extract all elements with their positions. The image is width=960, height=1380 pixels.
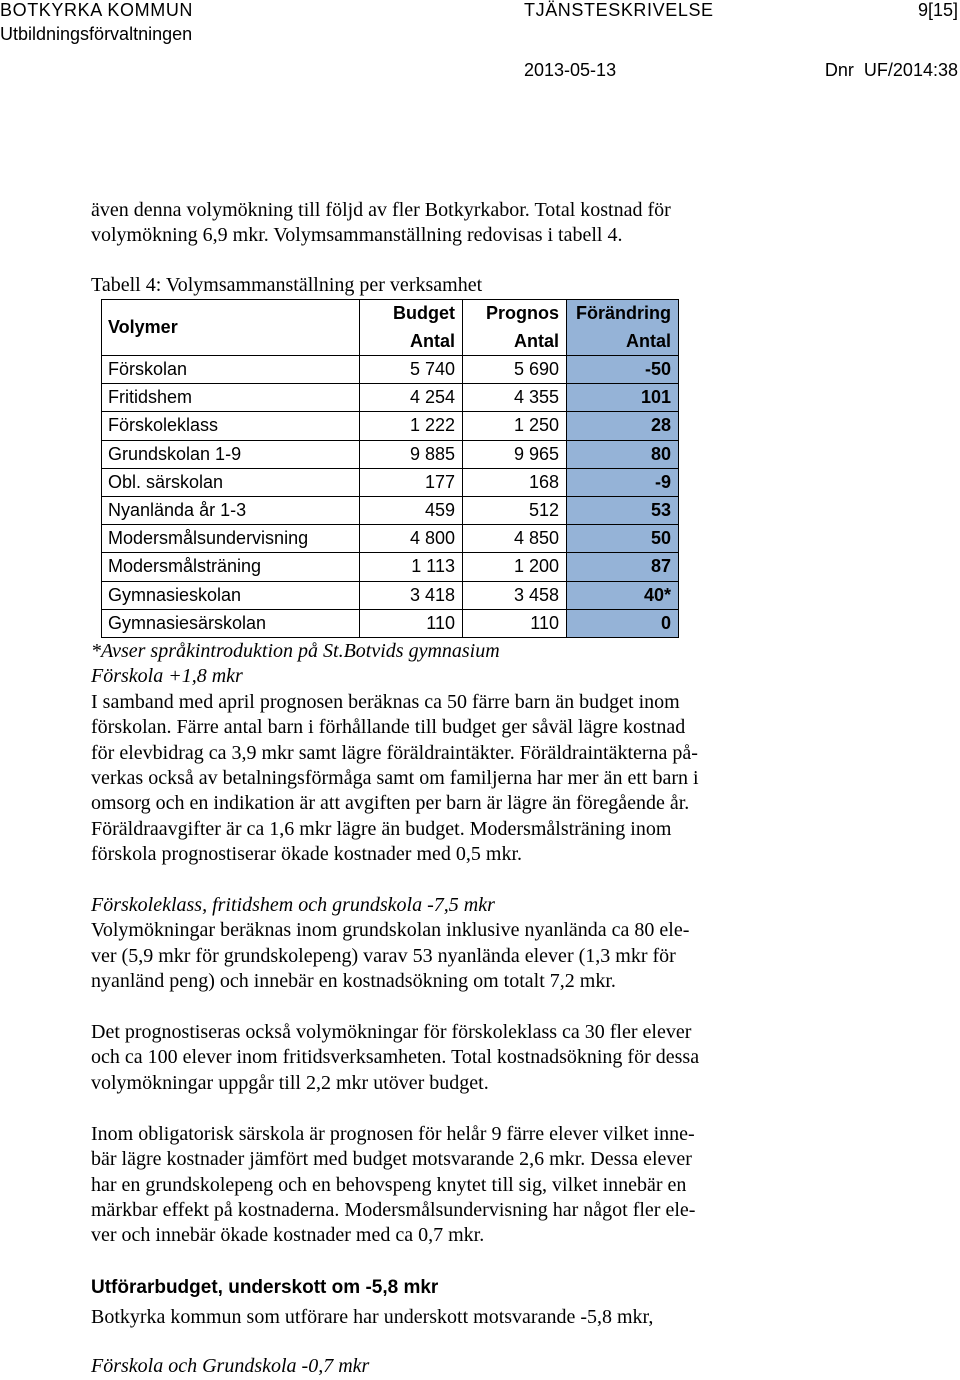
table-row <box>102 553 679 581</box>
text-line: omsorg och en indikation är att avgiften per barn är lägre än föregående år. <box>91 792 690 815</box>
section-heading: Förskoleklass, fritidshem och grundskola -7,5 mkr <box>91 894 495 916</box>
table-row <box>102 468 679 496</box>
forskola-section <box>91 639 699 868</box>
budget-cell: 1 222 <box>360 412 463 440</box>
text-line: Volymökningar beräknas inom grundskolan inklusive nyanlända ca 80 ele- <box>91 919 690 942</box>
text-line: volymökning 6,9 mkr. Volymsammanställning redovisas i tabell 4. <box>91 224 623 247</box>
document-date: 2013-05-13 <box>524 60 617 80</box>
table-row <box>102 581 679 609</box>
table-row <box>102 496 679 524</box>
department-name: Utbildningsförvaltningen <box>0 24 193 44</box>
budget-cell: 4 254 <box>360 384 463 412</box>
grundskola-section <box>91 893 689 994</box>
change-cell: 50 <box>567 525 679 553</box>
unit-label: Antal <box>360 328 463 356</box>
table-row <box>102 440 679 468</box>
text-line: ver och innebär ökade kostnader med ca 0,7 mkr. <box>91 1224 485 1247</box>
org-name: BOTKYRKA KOMMUN <box>0 0 194 20</box>
table-row <box>102 356 679 384</box>
table-row <box>102 384 679 412</box>
sarskola-paragraph <box>91 1122 695 1248</box>
text-line: har en grundskolepeng och en behovspeng knytet till sig, vilket innebär en <box>91 1173 687 1196</box>
unit-label: Antal <box>567 328 679 356</box>
prognos-cell: 168 <box>463 468 567 496</box>
prognos-cell: 1 250 <box>463 412 567 440</box>
column-header-volymer: Volymer <box>102 300 360 356</box>
text-line: förskolan. Färre antal barn i förhållande till budget ger såväl lägre kostnad <box>91 716 686 739</box>
unit-label: Antal <box>463 328 567 356</box>
volume-table <box>101 299 679 638</box>
prognos-cell: 9 965 <box>463 440 567 468</box>
column-header-change: Förändring <box>567 300 679 328</box>
text-line: ver (5,9 mkr för grundskolepeng) varav 53 nyanlända elever (1,3 mkr för <box>91 944 676 967</box>
utforar-heading: Utförarbudget, underskott om -5,8 mkr <box>91 1277 439 1298</box>
table-row <box>102 609 679 637</box>
prognos-cell: 3 458 <box>463 581 567 609</box>
budget-cell: 177 <box>360 468 463 496</box>
prognos-cell: 4 850 <box>463 525 567 553</box>
change-cell: 40* <box>567 581 679 609</box>
reference-number: Dnr UF/2014:38 <box>824 60 958 80</box>
intro-paragraph <box>91 198 671 249</box>
row-name: Modersmålsträning <box>102 553 360 581</box>
budget-cell: 110 <box>360 609 463 637</box>
section-heading: Förskola +1,8 mkr <box>91 665 243 688</box>
text-line: förskola prognostiserar ökade kostnader med 0,5 mkr. <box>91 843 523 866</box>
utforar-text: Botkyrka kommun som utförare har underskott motsvarande -5,8 mkr, <box>91 1306 654 1328</box>
budget-cell: 1 113 <box>360 553 463 581</box>
row-name: Grundskolan 1-9 <box>102 440 360 468</box>
prognos-cell: 5 690 <box>463 356 567 384</box>
text-line: märkbar effekt på kostnaderna. Modersmålsundervisning har något fler ele- <box>91 1198 696 1221</box>
text-line: verkas också av betalningsförmåga samt om familjerna har mer än ett barn i <box>91 766 699 789</box>
change-cell: -9 <box>567 468 679 496</box>
table-header-row <box>102 300 679 328</box>
text-line: nyanländ peng) och innebär en kostnadsökning om totalt 7,2 mkr. <box>91 969 616 992</box>
text-line: Det prognostiseras också volymökningar för förskoleklass ca 30 fler elever <box>91 1021 692 1043</box>
row-name: Förskolan <box>102 356 360 384</box>
column-header-budget: Budget <box>360 300 463 328</box>
prognos-cell: 1 200 <box>463 553 567 581</box>
table-footnote: *Avser språkintroduktion på St.Botvids gymnasium <box>91 640 500 662</box>
change-cell: 80 <box>567 440 679 468</box>
budget-cell: 9 885 <box>360 440 463 468</box>
text-line: bär lägre kostnader jämfört med budget motsvarande 2,6 mkr. Dessa elever <box>91 1148 692 1171</box>
row-name: Nyanlända år 1-3 <box>102 496 360 524</box>
text-line: volymökningar uppgår till 2,2 mkr utöver budget. <box>91 1071 489 1094</box>
text-line: Inom obligatorisk särskola är prognosen för helår 9 färre elever vilket inne- <box>91 1123 695 1145</box>
row-name: Förskoleklass <box>102 412 360 440</box>
row-name: Modersmålsundervisning <box>102 525 360 553</box>
change-cell: 101 <box>567 384 679 412</box>
text-line: Föräldraavgifter är ca 1,6 mkr lägre än budget. Modersmålsträning inom <box>91 817 672 840</box>
page-number: 9[15] <box>917 0 958 20</box>
row-name: Gymnasiesärskolan <box>102 609 360 637</box>
prognos-cell: 110 <box>463 609 567 637</box>
text-line: även denna volymökning till följd av fler Botkyrkabor. Total kostnad för <box>91 199 671 221</box>
table-row <box>102 525 679 553</box>
budget-cell: 4 800 <box>360 525 463 553</box>
row-name: Obl. särskolan <box>102 468 360 496</box>
text-line: I samband med april prognosen beräknas ca 50 färre barn än budget inom <box>91 690 680 713</box>
prognos-cell: 4 355 <box>463 384 567 412</box>
text-line: och ca 100 elever inom fritidsverksamheten. Total kostnadsökning för dessa <box>91 1046 700 1069</box>
change-cell: -50 <box>567 356 679 384</box>
change-cell: 0 <box>567 609 679 637</box>
prognos-cell: 512 <box>463 496 567 524</box>
text-line: för elevbidrag ca 3,9 mkr samt lägre föräldraintäkter. Föräldraintäkterna på- <box>91 741 698 764</box>
row-name: Fritidshem <box>102 384 360 412</box>
table-caption: Tabell 4: Volymsammanställning per verksamhet <box>91 274 483 296</box>
budget-cell: 5 740 <box>360 356 463 384</box>
column-header-prognos: Prognos <box>463 300 567 328</box>
document-type: TJÄNSTESKRIVELSE <box>524 0 714 20</box>
change-cell: 53 <box>567 496 679 524</box>
budget-cell: 459 <box>360 496 463 524</box>
fritids-paragraph <box>91 1020 699 1096</box>
change-cell: 28 <box>567 412 679 440</box>
table-row <box>102 412 679 440</box>
budget-cell: 3 418 <box>360 581 463 609</box>
change-cell: 87 <box>567 553 679 581</box>
row-name: Gymnasieskolan <box>102 581 360 609</box>
utforar-subheading: Förskola och Grundskola -0,7 mkr <box>91 1355 370 1377</box>
